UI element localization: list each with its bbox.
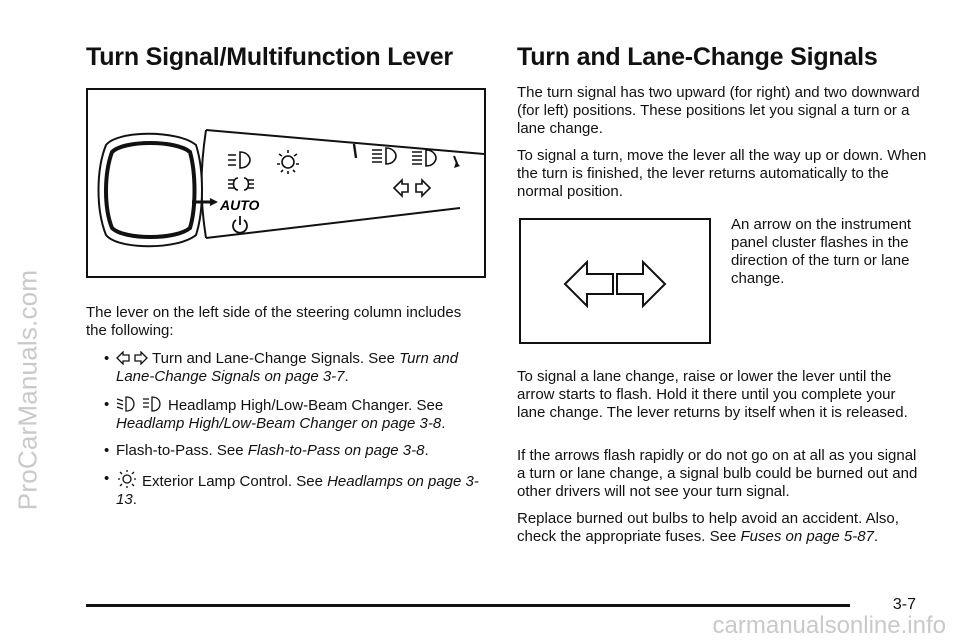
lever-intro: The lever on the left side of the steering column includes the following: bbox=[86, 304, 462, 339]
bullet-dot: • bbox=[104, 470, 110, 487]
cross-reference[interactable]: Turn and Lane-Change Signals on page 3-7 bbox=[116, 350, 459, 385]
turn-signal-arrows-icon bbox=[394, 180, 430, 196]
bullet-text: Flash-to-Pass. See bbox=[116, 442, 248, 459]
bullet-end: . bbox=[344, 368, 349, 385]
paragraph: An arrow on the instrument panel cluster flashes in the direction of the turn or lane change. bbox=[731, 216, 912, 287]
lever-illustration bbox=[86, 88, 486, 278]
lever-drawing bbox=[88, 90, 484, 276]
paragraph: The turn signal has two upward (for right) and two downward (for left) positions. These positions let you signal a turn or a lane change. bbox=[517, 84, 920, 137]
turn-arrows-illustration bbox=[519, 218, 711, 344]
bullet-text: Turn and Lane-Change Signals. See bbox=[152, 350, 400, 367]
bullet-dot: • bbox=[104, 350, 110, 367]
turn-signal-arrows-icon bbox=[521, 220, 709, 342]
paragraph-end: . bbox=[873, 528, 879, 545]
bullet-dot: • bbox=[104, 396, 110, 413]
bullet-end: . bbox=[441, 415, 446, 432]
bullet-end: . bbox=[424, 442, 429, 459]
auto-label: AUTO bbox=[220, 197, 260, 213]
watermark-side bbox=[6, 150, 50, 630]
section-title-turn-signals: Turn and Lane-Change Signals bbox=[517, 43, 878, 71]
high-low-beam-icon bbox=[116, 396, 164, 412]
cross-reference[interactable]: Headlamps on page 3-13 bbox=[116, 473, 479, 508]
power-icon bbox=[233, 216, 247, 233]
paragraph: If the arrows flash rapidly or do not go on at all as you signal a turn or lane change, a signal bulb could be burned out and other drivers will not see your turn signal. bbox=[517, 447, 918, 500]
cross-reference[interactable]: Fuses on page 5-87 bbox=[740, 528, 874, 545]
paragraph-text: Replace burned out bulbs to help avoid an accident. Also, check the appropriate fuses. See bbox=[517, 510, 899, 545]
paragraph bbox=[517, 510, 927, 546]
exterior-lamp-icon bbox=[116, 470, 138, 488]
cross-reference[interactable]: Headlamp High/Low-Beam Changer on page 3-8 bbox=[116, 415, 442, 432]
cross-reference[interactable]: Flash-to-Pass on page 3-8 bbox=[247, 442, 425, 459]
watermark-side-text: ProCarManuals.com bbox=[12, 269, 43, 511]
low-beam-icon bbox=[228, 152, 250, 168]
bullet-dot: • bbox=[104, 442, 110, 459]
paragraph: To signal a turn, move the lever all the way up or down. When the turn is finished, the lever returns automatically to the normal position. bbox=[517, 147, 927, 200]
exterior-lamp-icon bbox=[277, 150, 299, 174]
section-title-multifunction-lever: Turn Signal/Multifunction Lever bbox=[86, 43, 453, 71]
bullet-text: Exterior Lamp Control. See bbox=[142, 473, 328, 490]
turn-signal-arrows-icon bbox=[116, 351, 148, 365]
bullet-end: . bbox=[132, 491, 137, 508]
paragraph: To signal a lane change, raise or lower the lever until the arrow starts to flash. Hold it there until you complete your lane change. The lever returns by itself when it is released. bbox=[517, 368, 908, 421]
bullet-text: Headlamp High/Low-Beam Changer. See bbox=[168, 397, 444, 414]
watermark-bottom: carmanualsonline.info bbox=[712, 612, 946, 639]
footer-rule bbox=[86, 604, 850, 607]
page-number: 3-7 bbox=[892, 596, 916, 613]
